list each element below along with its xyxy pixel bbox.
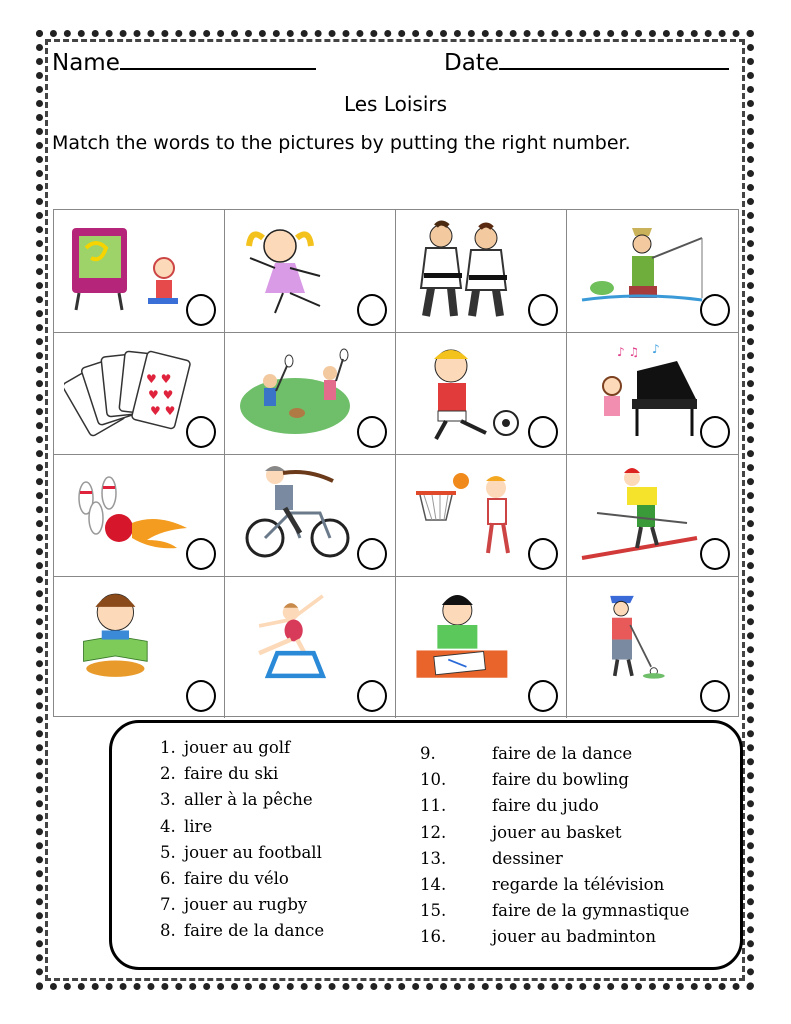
svg-text:♪ ♫: ♪ ♫	[617, 345, 640, 359]
list-item	[160, 840, 324, 866]
item-text: faire de la gymnastique	[492, 901, 690, 921]
item-text: lire	[184, 816, 213, 836]
name-blank-line[interactable]	[120, 50, 316, 70]
name-field[interactable]	[52, 50, 316, 76]
item-text: jouer au basket	[492, 822, 622, 842]
list-item	[420, 820, 689, 846]
item-number: 3.	[160, 790, 176, 810]
svg-text:♥ ♥: ♥ ♥	[148, 388, 174, 402]
item-number: 14.	[420, 875, 447, 895]
picture-cell	[396, 333, 567, 455]
badminton-icon	[235, 341, 365, 441]
item-text: faire du judo	[492, 796, 599, 816]
answer-circle[interactable]	[700, 416, 730, 448]
watching-tv-icon	[64, 218, 194, 318]
date-label: Date	[444, 50, 499, 76]
word-list-right	[420, 741, 689, 951]
picture-cell	[54, 577, 225, 718]
gymnastics-icon	[235, 585, 365, 685]
answer-circle[interactable]	[357, 680, 387, 712]
item-number: 4.	[160, 816, 176, 836]
item-number: 9.	[420, 744, 436, 763]
answer-circle[interactable]	[528, 680, 558, 712]
picture-cell	[567, 333, 738, 455]
date-blank-line[interactable]	[499, 50, 729, 70]
item-text: aller à la pêche	[184, 790, 313, 810]
item-number: 5.	[160, 842, 176, 862]
answer-circle[interactable]	[528, 538, 558, 570]
piano-icon	[577, 341, 707, 441]
item-number: 10.	[420, 770, 447, 790]
picture-cell	[567, 210, 738, 333]
dancing-girl-icon	[235, 218, 365, 318]
item-text: dessiner	[492, 848, 563, 868]
item-number: 13.	[420, 848, 447, 868]
skiing-icon	[577, 463, 707, 563]
list-item	[420, 924, 689, 950]
answer-circle[interactable]	[357, 416, 387, 448]
name-label: Name	[52, 50, 120, 76]
answer-circle[interactable]	[700, 680, 730, 712]
football-icon	[406, 341, 536, 441]
answer-circle[interactable]	[186, 416, 216, 448]
fishing-icon	[577, 218, 707, 318]
picture-cell	[396, 455, 567, 577]
svg-text:♥ ♥: ♥ ♥	[150, 404, 176, 418]
list-item	[160, 787, 324, 813]
item-text: regarde la télévision	[492, 875, 665, 895]
list-item	[160, 866, 324, 892]
date-field[interactable]	[444, 50, 729, 76]
word-list-left	[160, 735, 324, 945]
judo-icon	[406, 218, 536, 318]
item-number: 6.	[160, 869, 176, 889]
item-number: 12.	[420, 822, 447, 842]
item-text: jouer au football	[184, 842, 322, 862]
answer-circle[interactable]	[700, 538, 730, 570]
item-text: jouer au rugby	[184, 895, 308, 915]
list-item	[420, 872, 689, 898]
picture-cell	[54, 455, 225, 577]
playing-cards-icon	[64, 341, 194, 441]
answer-circle[interactable]	[357, 538, 387, 570]
picture-cell	[54, 333, 225, 455]
list-item	[160, 918, 324, 944]
svg-text:♥ ♥: ♥ ♥	[146, 372, 172, 386]
golf-icon	[577, 585, 707, 685]
list-item	[160, 814, 324, 840]
reading-icon	[64, 585, 194, 685]
picture-cell	[225, 455, 396, 577]
answer-circle[interactable]	[357, 294, 387, 326]
list-item	[420, 846, 689, 872]
answer-circle[interactable]	[186, 680, 216, 712]
list-item	[420, 767, 689, 793]
picture-cell	[396, 577, 567, 718]
worksheet-title: Les Loisirs	[343, 92, 448, 116]
cycling-icon	[235, 463, 365, 563]
picture-cell	[567, 577, 738, 718]
picture-cell	[225, 333, 396, 455]
instructions: Match the words to the pictures by putting the right number.	[52, 132, 631, 154]
picture-cell	[225, 210, 396, 333]
list-item	[160, 761, 324, 787]
list-item	[160, 892, 324, 918]
svg-text:♪: ♪	[652, 342, 660, 356]
picture-cell	[567, 455, 738, 577]
item-text: jouer au badminton	[492, 927, 656, 947]
item-number: 2.	[160, 764, 176, 784]
item-number: 1.	[160, 738, 176, 757]
item-number: 15.	[420, 901, 447, 921]
picture-cell	[396, 210, 567, 333]
item-text: faire du bowling	[492, 770, 629, 790]
answer-circle[interactable]	[700, 294, 730, 326]
answer-circle[interactable]	[186, 294, 216, 326]
list-item	[420, 898, 689, 924]
item-number: 11.	[420, 796, 447, 816]
basketball-icon	[406, 463, 536, 563]
picture-grid	[53, 209, 739, 717]
item-number: 8.	[160, 921, 176, 941]
drawing-icon	[406, 585, 536, 685]
answer-circle[interactable]	[186, 538, 216, 570]
item-text: faire du vélo	[184, 869, 289, 889]
item-number: 16.	[420, 927, 447, 947]
list-item	[420, 741, 689, 767]
item-text: faire du ski	[184, 764, 279, 784]
picture-cell	[54, 210, 225, 333]
bowling-icon	[64, 463, 194, 563]
item-text: jouer au golf	[184, 738, 291, 757]
picture-cell	[225, 577, 396, 718]
list-item	[160, 735, 324, 761]
answer-circle[interactable]	[528, 416, 558, 448]
answer-circle[interactable]	[528, 294, 558, 326]
list-item	[420, 793, 689, 819]
item-text: faire de la dance	[492, 744, 633, 763]
item-number: 7.	[160, 895, 176, 915]
item-text: faire de la dance	[184, 921, 325, 941]
